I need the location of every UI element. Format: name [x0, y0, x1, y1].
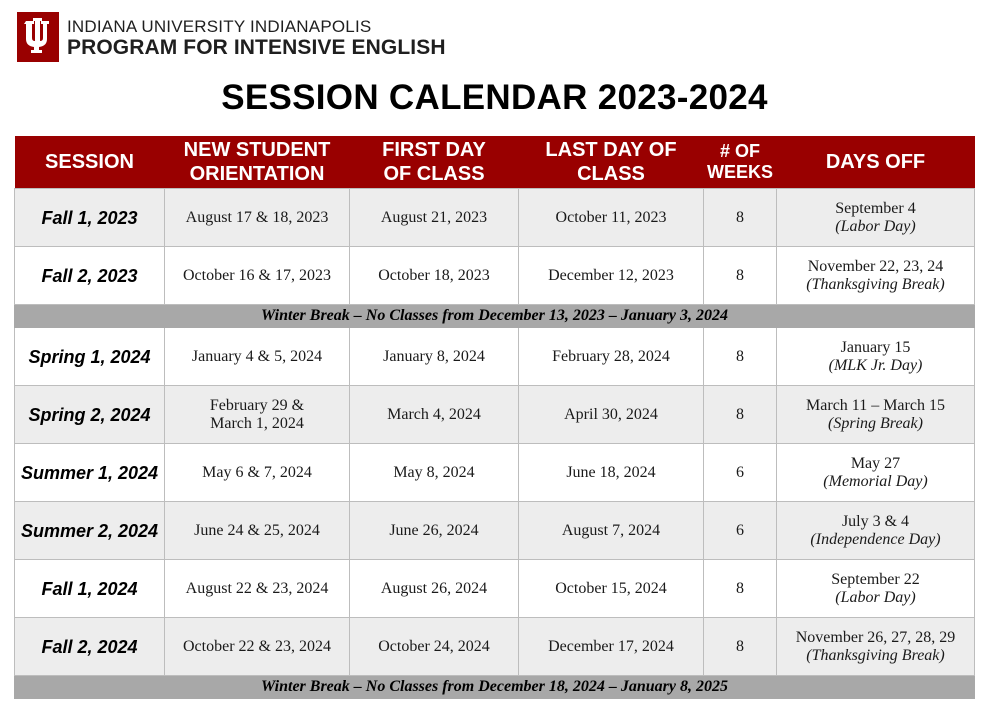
last-day-cell: April 30, 2024 [519, 386, 704, 444]
days-off-cell: January 15 (MLK Jr. Day) [777, 328, 975, 386]
weeks-cell: 8 [704, 247, 777, 305]
days-off-cell: July 3 & 4 (Independence Day) [777, 502, 975, 560]
table-header-row [15, 136, 975, 189]
orientation-cell: June 24 & 25, 2024 [165, 502, 350, 560]
days-off-cell: September 4 (Labor Day) [777, 189, 975, 247]
first-day-cell: August 26, 2024 [350, 560, 519, 618]
last-day-cell: October 15, 2024 [519, 560, 704, 618]
winter-break-row [15, 305, 975, 328]
table-row [15, 560, 975, 618]
session-cell: Fall 1, 2024 [15, 560, 165, 618]
first-day-cell: January 8, 2024 [350, 328, 519, 386]
session-cell: Spring 1, 2024 [15, 328, 165, 386]
orientation-cell: May 6 & 7, 2024 [165, 444, 350, 502]
winter-break-text: Winter Break – No Classes from December 13, 2023 – January 3, 2024 [15, 305, 975, 328]
session-calendar-table [14, 136, 975, 699]
weeks-cell: 6 [704, 502, 777, 560]
trident-logo-icon [17, 12, 59, 62]
table-row [15, 444, 975, 502]
last-day-cell: December 17, 2024 [519, 618, 704, 676]
weeks-cell: 8 [704, 328, 777, 386]
session-cell: Fall 1, 2023 [15, 189, 165, 247]
column-header-weeks: # OF WEEKS [704, 136, 777, 189]
column-header-first-day: FIRST DAY OF CLASS [350, 136, 519, 189]
page-title: SESSION CALENDAR 2023-2024 [221, 78, 768, 117]
column-header-last-day: LAST DAY OF CLASS [519, 136, 704, 189]
table-row [15, 502, 975, 560]
orientation-cell: February 29 & March 1, 2024 [165, 386, 350, 444]
column-header-orientation: NEW STUDENT ORIENTATION [165, 136, 350, 189]
weeks-cell: 8 [704, 189, 777, 247]
table-row [15, 328, 975, 386]
orientation-cell: August 17 & 18, 2023 [165, 189, 350, 247]
session-cell: Summer 2, 2024 [15, 502, 165, 560]
session-cell: Fall 2, 2024 [15, 618, 165, 676]
days-off-cell: November 22, 23, 24 (Thanksgiving Break) [777, 247, 975, 305]
table-row [15, 386, 975, 444]
last-day-cell: August 7, 2024 [519, 502, 704, 560]
table-row [15, 247, 975, 305]
weeks-cell: 8 [704, 618, 777, 676]
first-day-cell: August 21, 2023 [350, 189, 519, 247]
first-day-cell: October 18, 2023 [350, 247, 519, 305]
column-header-days-off: DAYS OFF [777, 136, 975, 189]
orientation-cell: January 4 & 5, 2024 [165, 328, 350, 386]
session-cell: Spring 2, 2024 [15, 386, 165, 444]
days-off-cell: November 26, 27, 28, 29 (Thanksgiving Break) [777, 618, 975, 676]
session-cell: Fall 2, 2023 [15, 247, 165, 305]
table-row [15, 189, 975, 247]
last-day-cell: February 28, 2024 [519, 328, 704, 386]
column-header-session: SESSION [15, 136, 165, 189]
weeks-cell: 8 [704, 560, 777, 618]
header [17, 12, 617, 64]
program-name: PROGRAM FOR INTENSIVE ENGLISH [67, 36, 446, 59]
winter-break-row [15, 676, 975, 699]
weeks-cell: 6 [704, 444, 777, 502]
first-day-cell: June 26, 2024 [350, 502, 519, 560]
orientation-cell: August 22 & 23, 2024 [165, 560, 350, 618]
days-off-cell: September 22 (Labor Day) [777, 560, 975, 618]
first-day-cell: March 4, 2024 [350, 386, 519, 444]
university-name: INDIANA UNIVERSITY INDIANAPOLIS [67, 17, 372, 36]
session-cell: Summer 1, 2024 [15, 444, 165, 502]
last-day-cell: December 12, 2023 [519, 247, 704, 305]
first-day-cell: May 8, 2024 [350, 444, 519, 502]
orientation-cell: October 16 & 17, 2023 [165, 247, 350, 305]
orientation-cell: October 22 & 23, 2024 [165, 618, 350, 676]
last-day-cell: June 18, 2024 [519, 444, 704, 502]
first-day-cell: October 24, 2024 [350, 618, 519, 676]
table-row [15, 618, 975, 676]
winter-break-text: Winter Break – No Classes from December 18, 2024 – January 8, 2025 [15, 676, 975, 699]
weeks-cell: 8 [704, 386, 777, 444]
last-day-cell: October 11, 2023 [519, 189, 704, 247]
days-off-cell: May 27 (Memorial Day) [777, 444, 975, 502]
days-off-cell: March 11 – March 15 (Spring Break) [777, 386, 975, 444]
